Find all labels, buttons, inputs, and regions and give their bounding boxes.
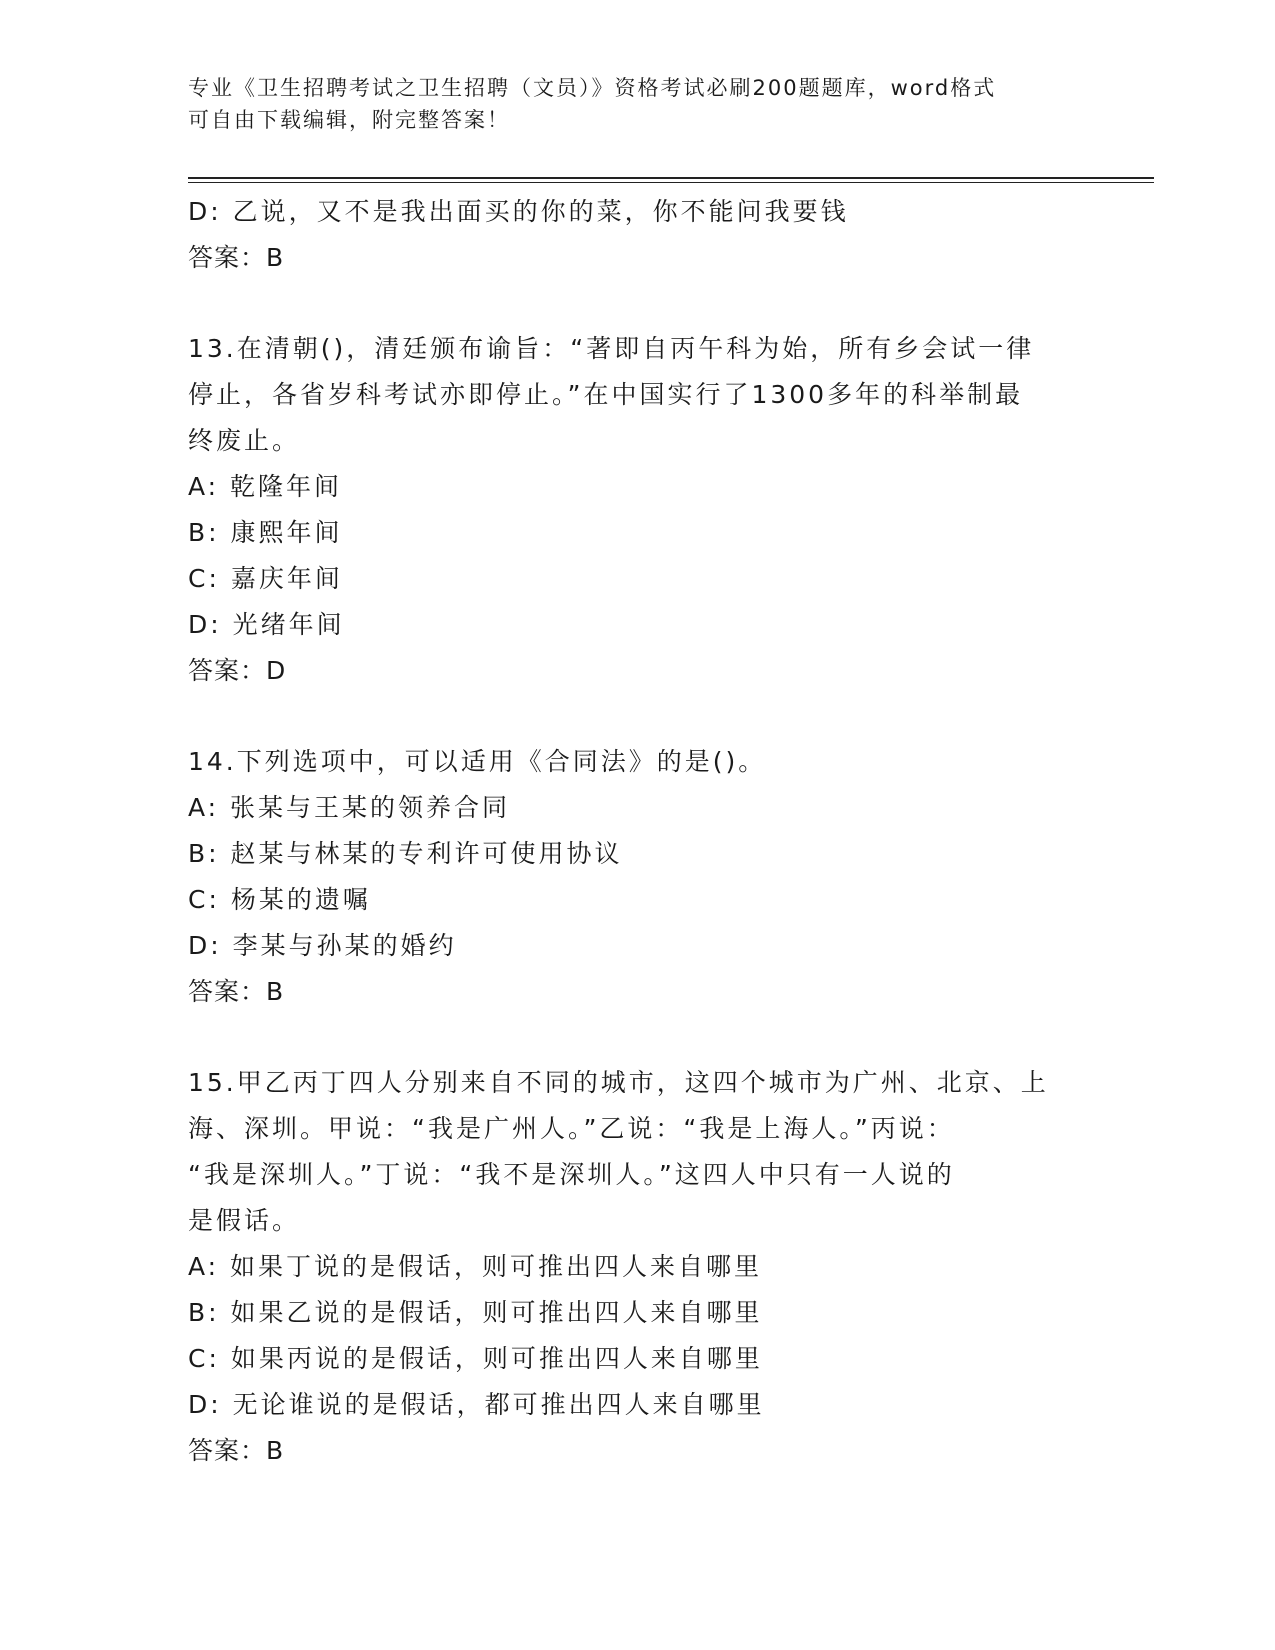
question-13 — [188, 326, 1088, 694]
answer-label: 答案：D — [188, 656, 287, 685]
option-c: C: 嘉庆年间 — [188, 564, 343, 593]
header-title-line-2: 可自由下载编辑，附完整答案！ — [188, 108, 510, 132]
question-12-tail — [188, 189, 1088, 281]
option-a: A: 张某与王某的领养合同 — [188, 793, 511, 822]
question-stem-line: 终废止。 — [188, 426, 301, 455]
answer-label: 答案：B — [188, 1436, 285, 1465]
header-divider-thick — [188, 177, 1154, 179]
option-d: D: 无论谁说的是假话，都可推出四人来自哪里 — [188, 1390, 765, 1419]
question-stem-line: 13.在清朝()，清廷颁布谕旨：“著即自丙午科为始，所有乡会试一律 — [188, 334, 1035, 363]
option-b: B: 赵某与林某的专利许可使用协议 — [188, 839, 623, 868]
question-stem-line: 海、深圳。甲说：“我是广州人。”乙说：“我是上海人。”丙说： — [188, 1114, 955, 1143]
option-d: D: 李某与孙某的婚约 — [188, 931, 457, 960]
option-b: B: 如果乙说的是假话，则可推出四人来自哪里 — [188, 1298, 763, 1327]
spacer — [188, 281, 1088, 326]
option-d: D: 乙说，又不是我出面买的你的菜，你不能问我要钱 — [188, 197, 849, 226]
question-stem-line: 停止，各省岁科考试亦即停止。”在中国实行了1300多年的科举制最 — [188, 380, 1024, 409]
option-a: A: 如果丁说的是假话，则可推出四人来自哪里 — [188, 1252, 763, 1281]
document-header — [188, 72, 1068, 136]
question-stem-line: “我是深圳人。”丁说：“我不是深圳人。”这四人中只有一人说的 — [188, 1160, 955, 1189]
question-14 — [188, 739, 1088, 1015]
answer-label: 答案：B — [188, 243, 285, 272]
option-b: B: 康熙年间 — [188, 518, 343, 547]
option-c: C: 杨某的遗嘱 — [188, 885, 371, 914]
option-a: A: 乾隆年间 — [188, 472, 343, 501]
header-divider-thin — [188, 182, 1154, 183]
question-stem-line: 14.下列选项中，可以适用《合同法》的是()。 — [188, 747, 767, 776]
spacer — [188, 1015, 1088, 1060]
spacer — [188, 694, 1088, 739]
header-title-line-1: 专业《卫生招聘考试之卫生招聘（文员）》资格考试必刷200题题库，word格式 — [188, 76, 997, 100]
question-list — [188, 189, 1088, 1474]
question-15 — [188, 1060, 1088, 1474]
answer-label: 答案：B — [188, 977, 285, 1006]
option-d: D: 光绪年间 — [188, 610, 345, 639]
question-stem-line: 15.甲乙丙丁四人分别来自不同的城市，这四个城市为广州、北京、上 — [188, 1068, 1049, 1097]
option-c: C: 如果丙说的是假话，则可推出四人来自哪里 — [188, 1344, 763, 1373]
question-stem-line: 是假话。 — [188, 1206, 301, 1235]
